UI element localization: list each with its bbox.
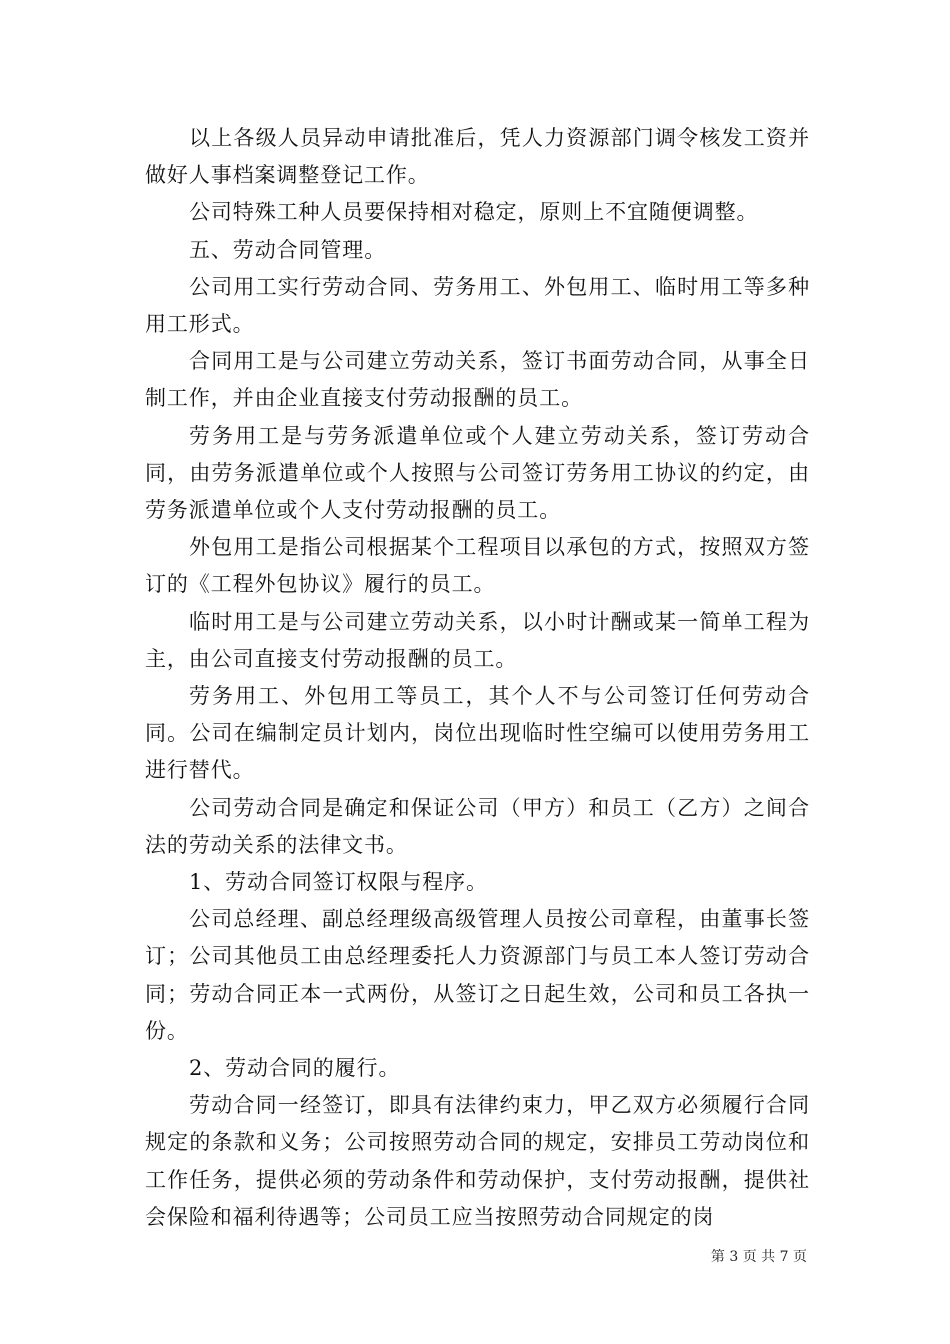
paragraph: 劳动合同一经签订，即具有法律约束力，甲乙双方必须履行合同规定的条款和义务；公司按照劳动合同的规定，安排员工劳动岗位和工作任务，提供必须的劳动条件和劳动保护，支付劳动报酬，提供社会保险和福利待遇等；公司员工应当按照劳动合同规定的岗 [145, 1093, 810, 1229]
paragraph: 劳务用工是与劳务派遣单位或个人建立劳动关系，签订劳动合同，由劳务派遣单位或个人按照与公司签订劳务用工协议的约定，由劳务派遣单位或个人支付劳动报酬的员工。 [145, 423, 810, 523]
paragraph: 公司用工实行劳动合同、劳务用工、外包用工、临时用工等多种用工形式。 [145, 274, 810, 337]
paragraph: 临时用工是与公司建立劳动关系，以小时计酬或某一简单工程为主，由公司直接支付劳动报酬的员工。 [145, 609, 810, 671]
paragraph: 公司总经理、副总经理级高级管理人员按公司章程，由董事长签订；公司其他员工由总经理委托人力资源部门与员工本人签订劳动合同；劳动合同正本一式两份，从签订之日起生效，公司和员工各执一份。 [145, 907, 810, 1043]
paragraph: 公司特殊工种人员要保持相对稳定，原则上不宜随便调整。 [189, 200, 759, 225]
section-heading: 五、劳动合同管理。 [189, 237, 387, 262]
paragraph: 以上各级人员异动申请批准后，凭人力资源部门调令核发工资并做好人事档案调整登记工作。 [145, 126, 810, 188]
paragraph: 合同用工是与公司建立劳动关系，签订书面劳动合同，从事全日制工作，并由企业直接支付劳动报酬的员工。 [145, 349, 810, 411]
paragraph: 外包用工是指公司根据某个工程项目以承包的方式，按照双方签订的《工程外包协议》履行的员工。 [145, 535, 810, 597]
subsection-heading: 2、劳动合同的履行。 [189, 1056, 401, 1081]
paragraph: 劳务用工、外包用工等员工，其个人不与公司签订任何劳动合同。公司在编制定员计划内，岗位出现临时性空编可以使用劳务用工进行替代。 [145, 684, 810, 783]
paragraph: 公司劳动合同是确定和保证公司（甲方）和员工（乙方）之间合法的劳动关系的法律文书。 [145, 795, 810, 857]
subsection-heading: 1、劳动合同签订权限与程序。 [189, 870, 488, 895]
document-body [145, 120, 810, 1236]
page-number: 第 3 页 共 7 页 [710, 1249, 807, 1265]
